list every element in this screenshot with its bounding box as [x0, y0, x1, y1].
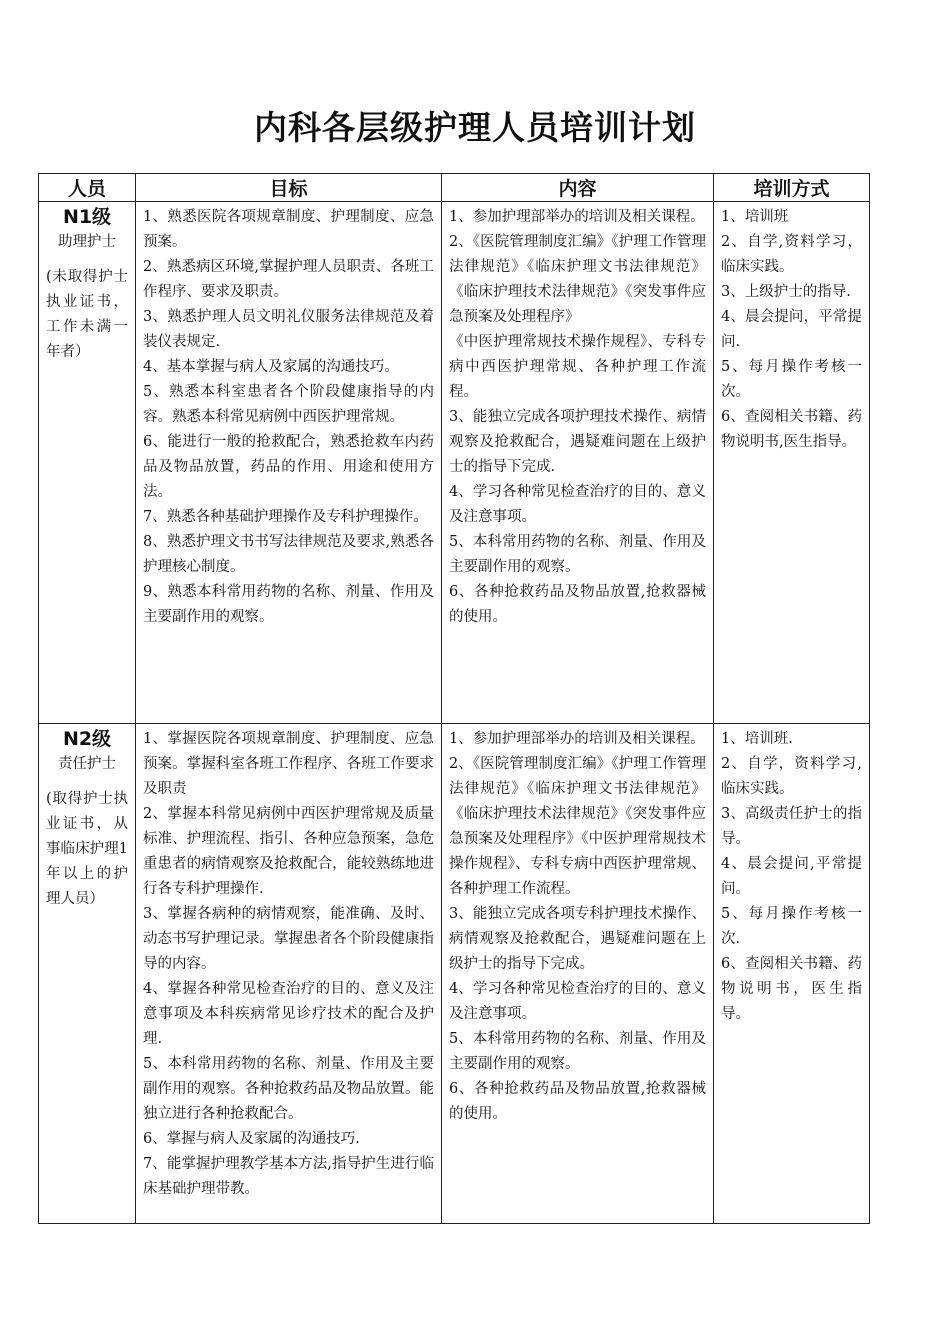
personnel-cell-n1: [39, 202, 136, 724]
list-item: 2、《医院管理制度汇编》《护理工作管理法律规范》《临床护理文书法律规范》《临床护理技术法律规范》《突发事件应急预案及处理程序》《中医护理常规技术操作规程》、专科专病中西医护理常规、各种护理工作流程。: [449, 756, 706, 897]
list-item: 4、晨会提问，平常提问.: [721, 309, 862, 350]
goals-cell-n2: [136, 724, 442, 1224]
content-cell-n1: [442, 202, 714, 724]
list-item: 5、每月操作考核一次.: [721, 906, 862, 947]
header-content: 内容: [442, 174, 714, 202]
list-item: 6、各种抢救药品及物品放置,抢救器械的使用。: [449, 1081, 706, 1122]
list-item: 7、熟悉各种基础护理操作及专科护理操作。: [143, 509, 428, 525]
level-name: N1级: [62, 206, 112, 228]
list-item: 5、本科常用药物的名称、剂量、作用及主要副作用的观察。: [449, 534, 706, 575]
method-cell-n2: [714, 724, 870, 1224]
list-item: 4、掌握各种常见检查治疗的目的、意义及注意事项及本科疾病常见诊疗技术的配合及护理.: [143, 981, 434, 1047]
list-item: 2、自学，资料学习,临床实践。: [721, 756, 862, 797]
list-item: 1、掌握医院各项规章制度、护理制度、应急预案。掌握科室各班工作程序、各班工作要求及职责: [143, 731, 434, 797]
level-note: (未取得护士执业证书，工作未满一年者）: [46, 269, 128, 360]
header-goals: 目标: [136, 174, 442, 202]
list-item: 5、本科常用药物的名称、剂量、作用及主要副作用的观察。: [449, 1031, 706, 1072]
list-item: 2、自学,资料学习，临床实践。: [721, 234, 862, 275]
level-note: (取得护士执业证书，从事临床护理1年以上的护理人员）: [46, 791, 128, 907]
list-item: 9、熟悉本科常用药物的名称、剂量、作用及主要副作用的观察。: [143, 584, 434, 625]
list-item: 1、培训班.: [721, 731, 793, 747]
list-item: 5、每月操作考核一次。: [721, 359, 862, 400]
level-name: N2级: [62, 728, 112, 750]
method-cell-n1: [714, 202, 870, 724]
list-item: 4、学习各种常见检查治疗的目的、意义及注意事项。: [449, 981, 706, 1022]
page-title: 内科各层级护理人员培训计划: [254, 108, 696, 147]
list-item: 《中医护理常规技术操作规程》、专科专病中西医护理常规、各种护理工作流程。: [449, 334, 706, 400]
list-item: 1、熟悉医院各项规章制度、护理制度、应急预案。: [143, 209, 434, 250]
list-item: 1、参加护理部举办的培训及相关课程。: [449, 731, 705, 747]
list-item: 3、熟悉护理人员文明礼仪服务法律规范及着装仪表规定.: [143, 309, 434, 350]
list-item: 8、熟悉护理文书书写法律规范及要求,熟悉各护理核心制度。: [143, 534, 434, 575]
training-plan-table: [38, 173, 870, 1224]
list-item: 6、各种抢救药品及物品放置,抢救器械的使用。: [449, 584, 706, 625]
list-item: 6、查阅相关书籍、药物说明书，医生指导。: [721, 956, 862, 1022]
level-role: 责任护士: [58, 756, 116, 772]
level-role: 助理护士: [58, 234, 116, 250]
list-item: 4、晨会提问,平常提问。: [721, 856, 862, 897]
list-item: 5、本科常用药物的名称、剂量、作用及主要副作用的观察。各种抢救药品及物品放置。能独立进行各种抢救配合。: [143, 1056, 434, 1122]
list-item: 3、高级责任护士的指导。: [721, 806, 862, 847]
list-item: 6、掌握与病人及家属的沟通技巧.: [143, 1131, 360, 1147]
list-item: 3、上级护士的指导.: [721, 284, 851, 300]
list-item: 4、基本掌握与病人及家属的沟通技巧。: [143, 359, 399, 375]
list-item: 6、查阅相关书籍、药物说明书,医生指导。: [721, 409, 862, 450]
list-item: 2、《医院管理制度汇编》《护理工作管理法律规范》《临床护理文书法律规范》《临床护理技术法律规范》《突发事件应急预案及处理程序》: [449, 234, 706, 325]
goals-cell-n1: [136, 202, 442, 724]
list-item: 7、能掌握护理教学基本方法,指导护生进行临床基础护理带教。: [143, 1156, 434, 1197]
list-item: 3、掌握各病种的病情观察，能准确、及时、动态书写护理记录。掌握患者各个阶段健康指导的内容。: [143, 906, 434, 972]
header-training-method: 培训方式: [714, 174, 870, 202]
table-header-row: [39, 174, 870, 202]
list-item: 4、学习各种常见检查治疗的目的、意义及注意事项。: [449, 484, 706, 525]
list-item: 6、能进行一般的抢救配合，熟悉抢救车内药品及物品放置，药品的作用、用途和使用方法。: [143, 434, 434, 500]
list-item: 3、能独立完成各项护理技术操作、病情观察及抢救配合，遇疑难问题在上级护士的指导下完成.: [449, 409, 706, 475]
list-item: 3、能独立完成各项专科护理技术操作、病情观察及抢救配合，遇疑难问题在上级护士的指导下完成。: [449, 906, 706, 972]
content-cell-n2: [442, 724, 714, 1224]
list-item: 2、熟悉病区环境,掌握护理人员职责、各班工作程序、要求及职责。: [143, 259, 434, 300]
list-item: 1、参加护理部举办的培训及相关课程。: [449, 209, 705, 225]
table-row-n2: [39, 724, 870, 1224]
header-personnel: 人员: [39, 174, 136, 202]
list-item: 2、掌握本科常见病例中西医护理常规及质量标准、护理流程、指引、各种应急预案，急危重患者的病情观察及抢救配合，能较熟练地进行各专科护理操作.: [143, 806, 434, 897]
list-item: 5、熟悉本科室患者各个阶段健康指导的内容。熟悉本科常见病例中西医护理常规。: [143, 384, 434, 425]
table-row-n1: [39, 202, 870, 724]
list-item: 1、培训班: [721, 209, 789, 225]
personnel-cell-n2: [39, 724, 136, 1224]
